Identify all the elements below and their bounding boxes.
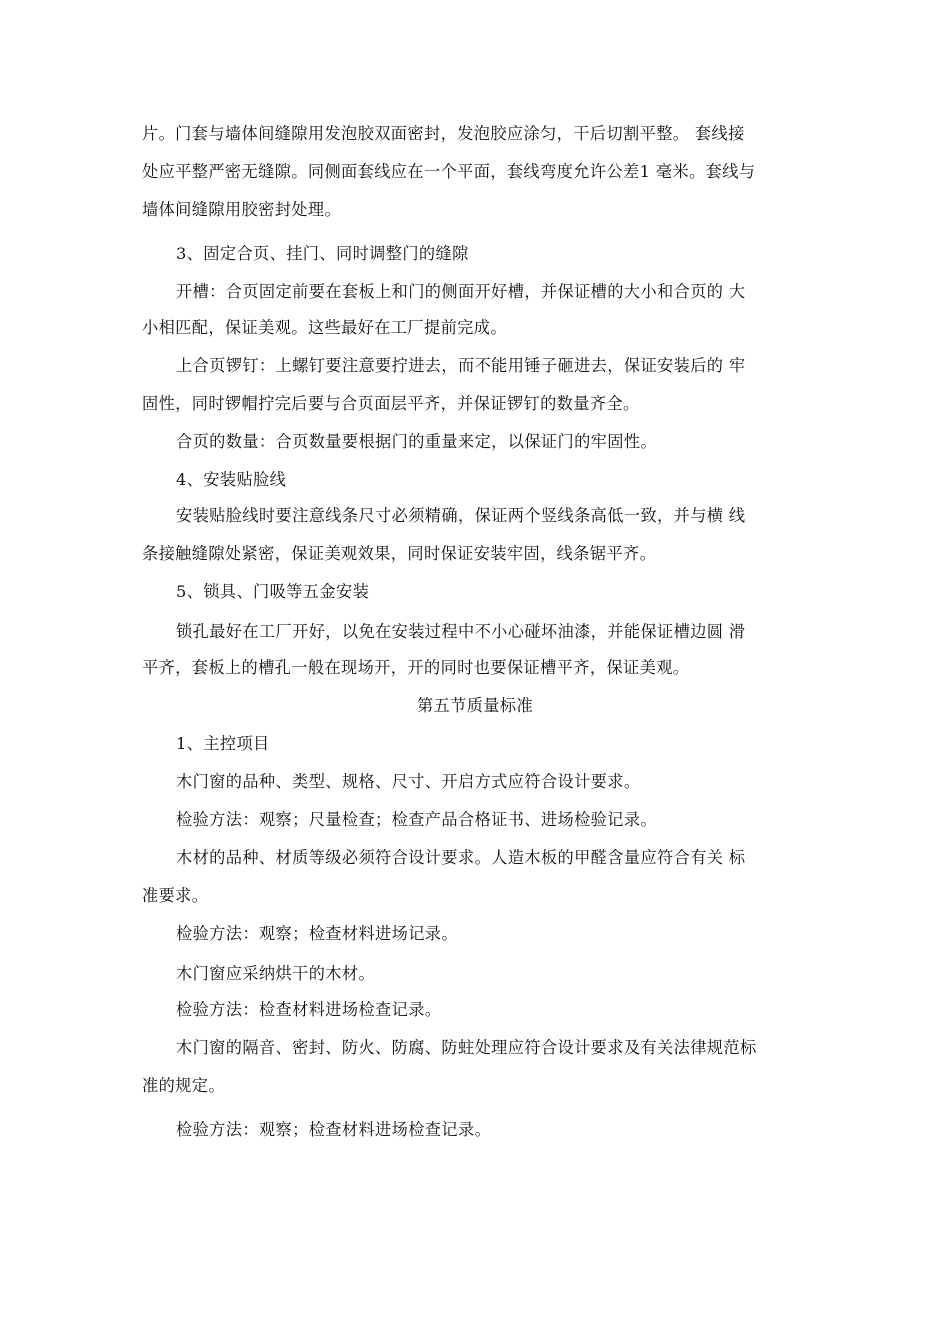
- body-text-line: 固性，同时锣帽拧完后要与合页面层平齐，并保证锣钉的数量齐全。: [142, 394, 640, 413]
- body-text-line: 小相匹配，保证美观。这些最好在工厂提前完成。: [142, 318, 507, 337]
- body-text-line: 处应平整严密无缝隙。同侧面套线应在一个平面，套线弯度允许公差1 毫米。套线与: [142, 162, 756, 181]
- body-text-line: 平齐，套板上的槽孔一般在现场开，开的同时也要保证槽平齐，保证美观。: [142, 658, 690, 677]
- body-text-line: 检验方法：观察；检查材料进场记录。: [176, 924, 458, 943]
- body-text-line: 木门窗应采纳烘干的木材。: [176, 964, 376, 983]
- section-heading: 3、固定合页、挂门、同时调整门的缝隙: [176, 244, 469, 263]
- body-text-line: 检验方法：观察；检查材料进场检查记录。: [176, 1120, 492, 1139]
- body-text-line: 木门窗的品种、类型、规格、尺寸、开启方式应符合设计要求。: [176, 772, 641, 791]
- section-heading: 4、安装贴脸线: [176, 470, 287, 489]
- body-text-line: 片。门套与墙体间缝隙用发泡胶双面密封，发泡胶应涂匀，干后切割平整。 套线接: [142, 124, 745, 143]
- body-text-line: 木门窗的隔音、密封、防火、防腐、防蛀处理应符合设计要求及有关法律规范标: [176, 1038, 757, 1057]
- body-text-line: 合页的数量：合页数量要根据门的重量来定，以保证门的牢固性。: [176, 432, 658, 451]
- section-heading: 5、锁具、门吸等五金安装: [176, 582, 370, 601]
- body-text-line: 准要求。: [142, 886, 209, 905]
- body-text-line: 检验方法：观察；尺量检查；检查产品合格证书、进场检验记录。: [176, 810, 658, 829]
- section-heading: 1、主控项目: [176, 734, 270, 753]
- body-text-line: 安装贴脸线时要注意线条尺寸必须精确，保证两个竖线条高低一致，并与横 线: [176, 506, 746, 525]
- body-text-line: 木材的品种、材质等级必须符合设计要求。人造木板的甲醛含量应符合有关 标: [176, 848, 746, 867]
- body-text-line: 检验方法：检查材料进场检查记录。: [176, 1000, 442, 1019]
- body-text-line: 墙体间缝隙用胶密封处理。: [142, 200, 342, 219]
- body-text-line: 锁孔最好在工厂开好，以免在安装过程中不小心碰坏油漆，并能保证槽边圆 滑: [176, 622, 746, 641]
- body-text-line: 上合页锣钉：上螺钉要注意要拧进去，而不能用锤子砸进去，保证安装后的 牢: [176, 356, 746, 375]
- chapter-title: 第五节质量标准: [416, 696, 534, 715]
- body-text-line: 准的规定。: [142, 1076, 225, 1095]
- body-text-line: 条接触缝隙处紧密，保证美观效果，同时保证安装牢固，线条锯平齐。: [142, 544, 657, 563]
- body-text-line: 开槽：合页固定前要在套板上和门的侧面开好槽，并保证槽的大小和合页的 大: [176, 282, 746, 301]
